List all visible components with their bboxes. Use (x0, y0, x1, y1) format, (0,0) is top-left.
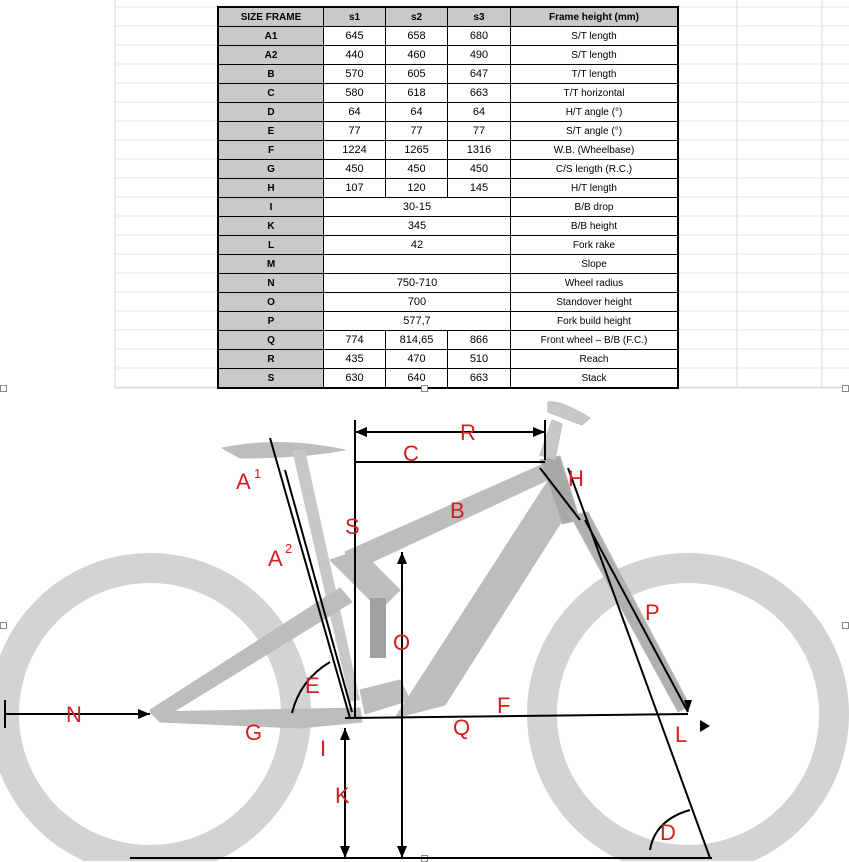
value-s2: 77 (386, 122, 448, 141)
row-key: P (218, 312, 324, 331)
value-s1: 77 (324, 122, 386, 141)
label-s: S (345, 514, 360, 539)
row-key: F (218, 141, 324, 160)
table-row (218, 198, 678, 217)
value-s2: 658 (386, 27, 448, 46)
label-a2: A (268, 546, 283, 571)
label-d: D (660, 820, 676, 845)
label-n: N (66, 702, 82, 727)
value-s3: 647 (448, 65, 511, 84)
table-row (218, 65, 678, 84)
label-g: G (245, 720, 263, 745)
value-s1: 435 (324, 350, 386, 369)
row-description: Standover height (511, 293, 679, 312)
row-description: B/B drop (511, 198, 679, 217)
row-key: M (218, 255, 324, 274)
value-s3: 663 (448, 369, 511, 389)
row-description: S/T length (511, 27, 679, 46)
resize-handle[interactable] (0, 385, 7, 392)
row-key: G (218, 160, 324, 179)
value-s1: 1224 (324, 141, 386, 160)
row-key: B (218, 65, 324, 84)
value-s2: 618 (386, 84, 448, 103)
value-s3: 64 (448, 103, 511, 122)
row-key: R (218, 350, 324, 369)
value-s3: 1316 (448, 141, 511, 160)
value-s3: 866 (448, 331, 511, 350)
frame-geometry-table (217, 6, 679, 389)
row-key: K (218, 217, 324, 236)
row-description: Fork build height (511, 312, 679, 331)
row-key: D (218, 103, 324, 122)
label-r: R (460, 420, 476, 445)
table-row (218, 103, 678, 122)
table-row (218, 350, 678, 369)
table-row (218, 46, 678, 65)
value-s3: 450 (448, 160, 511, 179)
value-s1: 774 (324, 331, 386, 350)
row-key: O (218, 293, 324, 312)
row-description: W.B. (Wheelbase) (511, 141, 679, 160)
value-s1: 450 (324, 160, 386, 179)
value-s2: 1265 (386, 141, 448, 160)
value-s2: 120 (386, 179, 448, 198)
table-row (218, 84, 678, 103)
table-row (218, 179, 678, 198)
merged-value-cell: 30-15 (324, 198, 511, 217)
value-s3: 145 (448, 179, 511, 198)
label-o: O (393, 630, 411, 655)
label-h: H (568, 466, 584, 491)
row-description: C/S length (R.C.) (511, 160, 679, 179)
value-s1: 645 (324, 27, 386, 46)
table-row (218, 312, 678, 331)
header-size-frame: SIZE FRAME (218, 7, 324, 27)
header-s1: s1 (324, 7, 386, 27)
row-key: N (218, 274, 324, 293)
value-s2: 470 (386, 350, 448, 369)
table-row (218, 27, 678, 46)
label-k: K (335, 783, 350, 808)
label-a2-superscript: 2 (285, 541, 293, 556)
row-description: Fork rake (511, 236, 679, 255)
table-row (218, 141, 678, 160)
row-key: L (218, 236, 324, 255)
value-s3: 77 (448, 122, 511, 141)
bike-geometry-diagram (0, 395, 849, 861)
row-key: A1 (218, 27, 324, 46)
resize-handle[interactable] (421, 385, 428, 392)
row-description: H/T length (511, 179, 679, 198)
row-key: Q (218, 331, 324, 350)
resize-handle[interactable] (842, 385, 849, 392)
merged-value-cell: 42 (324, 236, 511, 255)
value-s3: 663 (448, 84, 511, 103)
table-row (218, 160, 678, 179)
table-row (218, 274, 678, 293)
value-s2: 640 (386, 369, 448, 389)
row-description: Front wheel – B/B (F.C.) (511, 331, 679, 350)
header-frame-height: Frame height (mm) (511, 7, 679, 27)
row-key: S (218, 369, 324, 389)
merged-value-cell: 345 (324, 217, 511, 236)
value-s2: 450 (386, 160, 448, 179)
row-description: S/T length (511, 46, 679, 65)
value-s1: 107 (324, 179, 386, 198)
label-a1: A (236, 469, 251, 494)
row-description: H/T angle (°) (511, 103, 679, 122)
row-description: T/T length (511, 65, 679, 84)
row-description: Reach (511, 350, 679, 369)
row-key: A2 (218, 46, 324, 65)
row-key: E (218, 122, 324, 141)
row-description: S/T angle (°) (511, 122, 679, 141)
table-row (218, 217, 678, 236)
row-description: B/B height (511, 217, 679, 236)
table-row (218, 236, 678, 255)
value-s1: 440 (324, 46, 386, 65)
table-row (218, 331, 678, 350)
value-s1: 630 (324, 369, 386, 389)
table-row (218, 122, 678, 141)
merged-value-cell: 577,7 (324, 312, 511, 331)
row-description: Stack (511, 369, 679, 389)
header-s2: s2 (386, 7, 448, 27)
label-l: L (675, 722, 688, 747)
table-row (218, 369, 678, 389)
merged-value-cell: 750-710 (324, 274, 511, 293)
row-key: C (218, 84, 324, 103)
table-row (218, 255, 678, 274)
row-description: Wheel radius (511, 274, 679, 293)
label-e: E (305, 673, 320, 698)
header-s3: s3 (448, 7, 511, 27)
merged-value-cell: 700 (324, 293, 511, 312)
row-key: H (218, 179, 324, 198)
label-a1-superscript: 1 (254, 466, 262, 481)
label-p: P (645, 600, 660, 625)
table-header-row (218, 7, 678, 27)
label-c: C (403, 441, 419, 466)
value-s1: 580 (324, 84, 386, 103)
merged-value-cell (324, 255, 511, 274)
value-s2: 460 (386, 46, 448, 65)
value-s1: 64 (324, 103, 386, 122)
value-s2: 64 (386, 103, 448, 122)
value-s2: 605 (386, 65, 448, 84)
value-s3: 680 (448, 27, 511, 46)
row-description: T/T horizontal (511, 84, 679, 103)
dimension-lines (5, 420, 712, 858)
table-row (218, 293, 678, 312)
row-description: Slope (511, 255, 679, 274)
value-s3: 490 (448, 46, 511, 65)
label-f: F (497, 693, 511, 718)
value-s3: 510 (448, 350, 511, 369)
label-b: B (450, 498, 465, 523)
label-q: Q (453, 715, 471, 740)
value-s1: 570 (324, 65, 386, 84)
label-i: I (320, 736, 327, 761)
row-key: I (218, 198, 324, 217)
value-s2: 814,65 (386, 331, 448, 350)
